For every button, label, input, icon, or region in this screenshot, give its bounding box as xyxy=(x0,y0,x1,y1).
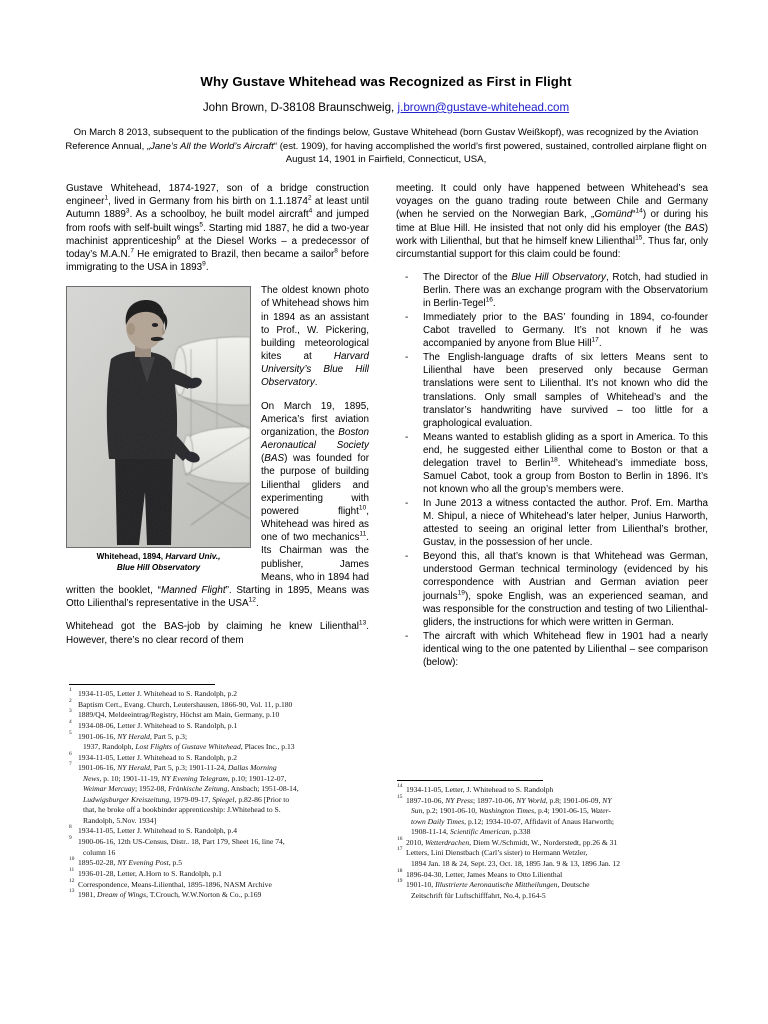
footnote-text: 1897-10-06, xyxy=(406,795,446,805)
basjob-text-2: . However, there’s no clear record of them xyxy=(66,621,369,646)
footnote-italic: Wetterdrachen xyxy=(424,837,470,847)
footnote-text: Letters, Lini Dienstbach (Carl’s sister) to Hermann Wetzler, xyxy=(406,848,588,858)
footnote-text: 1908-11-14, xyxy=(411,827,450,837)
footnote-entry xyxy=(69,858,375,868)
footnote-entry xyxy=(69,710,375,720)
meeting-text-3: ) or during his time at Blue Hill. He insisted that not only did his employer (the xyxy=(396,209,709,234)
footnote-line xyxy=(78,689,237,698)
footnote-line xyxy=(406,785,553,794)
footnote-line xyxy=(406,838,617,847)
footnote-line xyxy=(78,880,272,889)
footnote-line xyxy=(406,796,612,805)
bullet-0-italic: Blue Hill Observatory xyxy=(511,272,606,284)
bullet-0-text-2: , Rotch, had studied in Berlin. There was an exchange program with the Observatorium in Berlin-Tegel xyxy=(423,272,708,310)
meeting-italic-bark: Gomünd xyxy=(594,209,633,221)
right-column xyxy=(396,182,708,670)
footnote-italic: town Daily Times xyxy=(411,816,465,826)
footnote-text: , p. 10; 1901-11-19, xyxy=(99,773,162,783)
footnote-ref-3[interactable]: 3 xyxy=(125,208,130,216)
bas-text-5: . Its Chairman was the publisher, James Means, who in 1894 had written the booklet, “ xyxy=(66,532,369,596)
footnote-line xyxy=(406,891,709,901)
meeting-italic-bas: BAS xyxy=(684,222,705,234)
bio-text-7: at the Diesel Works – a predecessor of today’s M.A.N. xyxy=(66,235,370,260)
footnote-number: 4 xyxy=(69,718,72,725)
evidence-list xyxy=(396,271,708,669)
footnote-text: Zeitschrift für Luftschifffahrt, No.4, p.164-5 xyxy=(411,890,546,900)
bio-text-8: He emigrated to Brazil, then became a sailor xyxy=(134,248,335,260)
footnote-number: 12 xyxy=(69,877,75,884)
footnote-ref-4[interactable]: 4 xyxy=(308,208,313,216)
photo-text-1: The oldest known photo of Whitehead shows him in 1894 as an assistant to Prof., W. Pickering, building meteorological kites at xyxy=(261,285,369,363)
footnote-text: , p.82-86 [Prior to xyxy=(234,794,290,804)
footnote-number: 17 xyxy=(397,846,403,853)
footnote-line xyxy=(78,848,375,858)
lede-text-2: “ (est. 1909), for having accomplished the world’s first powered, sustained, controlled airplane flight on August 14, 1901 in Fairfield, Connecticut, USA, xyxy=(273,140,707,166)
footnote-list-left xyxy=(69,689,375,901)
left-column xyxy=(66,182,369,647)
footnote-entry xyxy=(69,763,375,826)
bullet-1-text-1: Immediately prior to the BAS’ founding in 1894, co-founder Cabot travelled to Germany. It’s not known if he was accompanied by anyone from Blue Hill xyxy=(423,312,708,350)
paragraph-bas-job xyxy=(66,620,369,646)
bas-text-3: ) was founded for the purpose of building Lilienthal gliders and experimenting with powered flight xyxy=(261,453,369,517)
footnote-entry xyxy=(397,793,709,838)
bullet-6-text-1: The aircraft with which Whitehead flew in 1901 had a nearly identical wing to the one patented by Lilienthal – see comparison (below): xyxy=(423,630,708,669)
footnote-line xyxy=(78,816,375,826)
footnote-line xyxy=(78,700,292,709)
footnote-italic: NY Evening Telegram xyxy=(161,773,228,783)
footnote-line xyxy=(406,880,590,889)
footnote-ref-17[interactable]: 17 xyxy=(591,337,599,345)
footnote-ref-5[interactable]: 5 xyxy=(199,221,203,229)
footnote-text: 1901-06-16, xyxy=(78,731,118,741)
footnote-number: 1 xyxy=(69,687,72,693)
bullet-dash-icon: - xyxy=(405,431,409,443)
footnote-entry xyxy=(69,729,375,753)
footnote-line xyxy=(78,774,375,784)
footnote-italic: News xyxy=(83,773,100,783)
footnote-ref-19[interactable]: 19 xyxy=(457,589,465,597)
footnote-text: 1901-10, xyxy=(406,880,436,890)
footnotes-left xyxy=(69,684,375,901)
lede-paragraph xyxy=(64,126,708,167)
footnote-text: , p.4; 1901-06-15, xyxy=(534,806,591,816)
bas-text-7: . xyxy=(255,598,259,610)
list-item xyxy=(396,550,708,629)
footnote-text: 1981, xyxy=(78,890,97,900)
footnote-ref-12[interactable]: 12 xyxy=(248,596,256,604)
footnote-ref-15[interactable]: 15 xyxy=(635,234,643,242)
footnote-text: 1896-04-30, Letter, James Means to Otto Lilienthal xyxy=(406,869,563,879)
footnote-entry xyxy=(69,689,375,699)
footnote-ref-14[interactable]: 14 xyxy=(635,208,643,216)
footnote-list-right xyxy=(397,785,709,901)
bas-text-1: On March 19, 1895, America’s first aviation organization, the xyxy=(261,400,369,438)
footnote-text: 1901-06-16, xyxy=(78,763,118,773)
footnote-line xyxy=(406,817,709,827)
footnote-text: ; 1897-10-06, xyxy=(473,795,517,805)
footnote-entry xyxy=(69,837,375,858)
bio-text-10: . xyxy=(205,262,209,274)
footnote-separator-rule xyxy=(69,684,215,685)
footnote-italic: NY World xyxy=(516,795,546,805)
footnote-line xyxy=(78,795,375,805)
footnote-text: , p.12; 1934-10-07, Affidavit of Anaus Harworth; xyxy=(464,816,614,826)
footnote-text: , 1979-09-17, xyxy=(169,794,213,804)
bullet-5-text-1: Beyond this, all that’s known is that Whitehead was German, understood German technical terminology (evidenced by his correspondence with Austrian and German aviation peer journals xyxy=(423,551,708,602)
footnote-ref-8[interactable]: 8 xyxy=(334,247,338,255)
footnote-text: , Part 5, p.3; xyxy=(149,731,188,741)
caption-line-1-plain: Whitehead, 1894, xyxy=(96,552,166,562)
footnote-italic: Water- xyxy=(590,806,611,816)
footnote-line xyxy=(78,869,222,878)
footnote-italic: Lost Flights of Gustave Whitehead xyxy=(135,742,241,752)
footnote-italic: Dallas Morning xyxy=(227,763,277,773)
author-email-link[interactable]: j.brown@gustave-whitehead.com xyxy=(397,100,570,114)
footnote-number: 15 xyxy=(397,793,403,800)
bullet-dash-icon: - xyxy=(405,630,409,642)
footnote-entry xyxy=(69,866,375,879)
bullet-dash-icon: - xyxy=(405,352,409,364)
footnote-italic: Sun xyxy=(411,806,423,816)
footnote-text: 1934-11-05, Letter J. Whitehead to S. Randolph, p.4 xyxy=(78,826,238,836)
footnote-line xyxy=(78,858,182,867)
meeting-text-1: meeting. It could only have happened between Whitehead’s sea voyages on the guano trading route between Chile and Germany (when he servied on the Norwegian Bark, „ xyxy=(396,183,708,221)
footnote-line xyxy=(78,890,261,899)
bio-text-3: at least until Autumn 1889 xyxy=(66,196,369,221)
footnote-number: 10 xyxy=(69,856,75,863)
footnote-entry xyxy=(69,826,375,836)
footnotes-right xyxy=(397,780,709,901)
footnote-number: 5 xyxy=(69,729,72,736)
footnote-text: 1936-01-28, Letter, A.Horn to S. Randolph, p.1 xyxy=(78,868,222,878)
footnote-italic: NY Herald xyxy=(117,763,150,773)
footnote-line xyxy=(78,784,375,794)
footnote-entry xyxy=(69,750,375,763)
photo-frame xyxy=(66,286,251,548)
list-item xyxy=(396,431,708,497)
footnote-text: , p.2; 1901-06-10, xyxy=(422,806,479,816)
bas-text-4: , Whitehead was hired as one of two mechanics xyxy=(261,505,369,544)
footnote-number: 2 xyxy=(69,697,72,704)
bullet-5-text-3: ), spoke English, was an experienced seaman, and was responsible for the construction and testing of two Lilienthal-gliders, the instructions for which were written in German. xyxy=(423,590,708,628)
bio-text-6: . Starting mid 1887, he did a two-year machinist apprenticeship xyxy=(66,222,369,247)
bullet-2-text-1: The English-language drafts of six letters Means sent to Lilienthal have been preserved only because German translations were sent to Lilienthal. It’s not known who did the translations. Only small samples of Whitehead’s and the translator’s handwriting have survived – too little for a graphological evaluation. xyxy=(423,352,708,429)
footnote-text: , p.8; 1901-06-09, xyxy=(545,795,603,805)
footnote-text: column 16 xyxy=(83,847,116,857)
bullet-dash-icon: - xyxy=(405,272,409,284)
photo-text-2: . xyxy=(314,377,318,389)
footnote-line xyxy=(406,870,562,879)
footnote-text: 1900-06-16, 12th US-Census, Distr.. 18, Part 179, Sheet 16, line 74, xyxy=(78,837,285,847)
footnote-separator-rule xyxy=(397,780,543,781)
footnote-text: 1934-11-05, Letter J. Whitehead to S. Randolph, p.2 xyxy=(78,689,238,698)
footnote-number: 8 xyxy=(69,824,72,831)
footnote-italic: Ludwigsburger Kreiszeitung xyxy=(83,794,170,804)
footnote-number: 11 xyxy=(69,866,75,873)
basjob-text-1: Whitehead got the BAS-job by claiming he knew Lilienthal xyxy=(66,621,359,633)
footnote-text: Randolph, 5.Nov. 1934] xyxy=(83,815,157,825)
byline xyxy=(64,100,708,115)
footnote-number: 9 xyxy=(69,835,72,842)
footnote-line xyxy=(406,848,587,857)
footnote-line xyxy=(406,827,709,837)
footnote-line xyxy=(406,806,709,816)
footnote-number: 19 xyxy=(397,878,403,885)
footnote-italic: NY Press xyxy=(445,795,474,805)
footnote-entry xyxy=(397,867,709,880)
list-item xyxy=(396,630,708,670)
bullet-1-text-3: . xyxy=(598,338,602,350)
footnote-text: that, he broke off a bookbinder apprenticeship: J.Whitehead to S. xyxy=(83,805,281,815)
footnote-number: 3 xyxy=(69,708,72,715)
footnote-ref-9[interactable]: 9 xyxy=(202,260,206,268)
footnote-text: Baptism Cert., Evang. Church, Leutershausen, 1866-90, Vol. 11, p.180 xyxy=(78,699,293,709)
footnote-italic: Fränkische Zeitung xyxy=(168,784,228,794)
photo-italic-1: Harvard University’s Blue Hill Observatory xyxy=(261,351,369,389)
footnote-line xyxy=(78,805,375,815)
footnote-italic: Scientific American xyxy=(449,827,510,837)
meeting-text-2: “ xyxy=(632,209,636,221)
footnote-entry xyxy=(397,835,709,848)
footnote-text: Correspondence, Means-Lilienthal, 1895-1896, NASM Archive xyxy=(78,879,272,889)
footnote-text: 1934-11-05, Letter J. Whitehead to S. Randolph, p.2 xyxy=(78,752,238,762)
footnote-entry xyxy=(397,785,709,795)
footnote-entry xyxy=(69,890,375,900)
bio-text-2: , lived in Germany from his birth on 1.1.1874 xyxy=(108,196,308,208)
footnote-italic: NY Evening Post xyxy=(117,858,169,868)
footnote-text: 1937, Randolph, xyxy=(83,742,136,752)
footnote-number: 7 xyxy=(69,761,72,768)
footnote-number: 18 xyxy=(397,867,403,874)
bullet-0-text-3: . xyxy=(492,298,496,310)
footnote-text: , p.5 xyxy=(168,858,182,868)
bio-text-9: before immigrating to the USA in 1893 xyxy=(66,248,369,274)
bio-text-5: and jumped from roofs with self-built wings xyxy=(66,209,369,234)
footnote-text: 1934-11-05, Letter, J. Whitehead to S. Randolph xyxy=(406,785,554,794)
footnote-italic: Washington Times xyxy=(478,806,535,816)
lede-text-1: On March 8 2013, subsequent to the publication of the findings below, Gustave Whitehead (born Gustav Weißkopf), was recognized by the Aviation Reference Annual, „ xyxy=(65,126,699,152)
byline-author: John Brown, D-38108 Braunschweig, xyxy=(202,100,398,114)
footnote-number: 6 xyxy=(69,750,72,757)
caption-line-1-italic: Harvard Univ., xyxy=(165,552,221,562)
footnote-ref-10[interactable]: 10 xyxy=(358,504,367,512)
footnote-text: 1889/Q4, Meldeeintrag/Registry, Höchst am Main, Germany, p.10 xyxy=(78,710,280,720)
bullet-3-text-3: . Whitehead’s immediate boss, Samuel Cabot, took a group from Boston to Berlin in 1896. It’s not known who all the group’s members were. xyxy=(423,457,709,496)
paragraph-meeting xyxy=(396,182,708,261)
footnote-ref-13[interactable]: 13 xyxy=(358,620,367,628)
footnote-text: , Diem W./Schmidt, W., Norderstedt, pp.26 & 31 xyxy=(469,837,618,847)
footnote-ref-1[interactable]: 1 xyxy=(104,194,109,202)
footnote-italic: Spiegel xyxy=(212,794,235,804)
footnote-ref-11[interactable]: 11 xyxy=(359,531,367,538)
bullet-dash-icon: - xyxy=(405,551,409,563)
footnote-number: 14 xyxy=(397,783,403,789)
footnote-italic: Weimar Mercuay xyxy=(83,784,135,794)
footnote-text: 1934-08-06, Letter J. Whitehead to S. Randolph, p.1 xyxy=(78,720,238,730)
footnote-italic: Illustrierte Aeronautische Mittheilungen xyxy=(435,880,558,890)
footnote-text: , T.Crouch, W.W.Norton & Co., p.169 xyxy=(146,890,262,900)
bullet-4-text-1: In June 2013 a witness contacted the author. Prof. Em. Martha M. Shipul, a niece of Whitehead’s later helper, Junius Harworth, attested to seeing an original letter from Lilienthal’s brother, Gustav, in the possession of her uncle. xyxy=(423,497,708,549)
bullet-0-text-1: The Director of the xyxy=(423,272,512,284)
lede-journal-title: Jane’s All the World’s Aircraft xyxy=(150,140,274,152)
footnote-line xyxy=(78,732,187,741)
footnote-text: 2010, xyxy=(406,837,425,847)
footnote-italic: Dream of Wings xyxy=(96,890,147,900)
footnote-entry xyxy=(397,880,709,901)
bas-italic-abbrev: BAS xyxy=(264,453,285,465)
footnote-line xyxy=(406,859,709,869)
footnote-ref-18[interactable]: 18 xyxy=(550,456,558,464)
bas-text-2: ( xyxy=(261,453,265,465)
footnote-italic: NY xyxy=(602,795,612,805)
footnote-text: , p.338 xyxy=(509,827,531,837)
footnote-ref-6[interactable]: 6 xyxy=(176,234,181,242)
meeting-text-5: . Thus far, only circumstantial support for this claim could be found: xyxy=(396,235,709,260)
footnote-ref-16[interactable]: 16 xyxy=(485,297,493,305)
footnote-ref-7[interactable]: 7 xyxy=(130,247,135,255)
footnote-text: 1894 Jan. 18 & 24, Sept. 23, Oct. 18, 1895 Jan. 9 & 13, 1896 Jan. 12 xyxy=(411,858,621,868)
caption-line-2: Blue Hill Observatory xyxy=(116,563,201,573)
document-header xyxy=(64,74,708,167)
bas-italic-booklet: Manned Flight xyxy=(160,584,226,596)
footnote-text: , Ansbach; 1951-08-14, xyxy=(227,784,299,794)
footnote-line xyxy=(78,742,375,752)
footnote-text: 1895-02-28, xyxy=(78,858,118,868)
footnote-line xyxy=(78,721,237,730)
whitehead-kite-photo xyxy=(67,287,250,547)
footnote-number: 16 xyxy=(397,835,403,842)
bas-italic-society: Boston Aeronautical Society xyxy=(261,426,369,452)
footnote-text: , Part 5, p.3; 1901-11-24, xyxy=(149,763,228,773)
footnote-text: , Deutsche xyxy=(557,880,590,890)
bullet-dash-icon: - xyxy=(405,497,409,509)
figure-caption xyxy=(66,552,251,574)
footnote-line xyxy=(78,837,285,846)
page-title: Why Gustave Whitehead was Recognized as First in Flight xyxy=(200,74,572,89)
footnote-text: , p.10; 1901-12-07, xyxy=(227,773,287,783)
list-item xyxy=(396,351,708,430)
figure-whitehead-photo xyxy=(66,286,251,574)
footnote-entry xyxy=(69,877,375,890)
meeting-text-4: ) work with Lilienthal, but that he himself knew Lilienthal xyxy=(396,222,708,247)
list-item xyxy=(396,497,708,550)
bullet-3-text-1: Means wanted to establish gliding as a sport in America. To this end, he suggested either Lilienthal come to Boston or that a delegation travel to Berlin xyxy=(423,431,708,469)
list-item xyxy=(396,271,708,311)
bio-text-4: . As a schoolboy, he built model aircraft xyxy=(129,209,309,221)
footnote-ref-2[interactable]: 2 xyxy=(307,194,312,202)
list-item xyxy=(396,311,708,351)
paragraph-biography xyxy=(66,182,369,274)
footnote-line xyxy=(78,826,237,835)
footnote-text: , Places Inc., p.13 xyxy=(240,742,295,752)
bio-text-1: Gustave Whitehead, 1874-1927, son of a bridge construction engineer xyxy=(66,183,369,208)
footnote-italic: NY Herald xyxy=(117,731,150,741)
footnote-line xyxy=(78,763,277,772)
footnote-line xyxy=(78,753,237,762)
footnote-number: 13 xyxy=(69,888,75,895)
footnote-line xyxy=(78,710,279,719)
bullet-dash-icon: - xyxy=(405,312,409,324)
footnote-entry xyxy=(69,718,375,731)
footnote-entry xyxy=(69,697,375,710)
footnote-entry xyxy=(397,848,709,869)
bas-text-6: ”. Starting in 1895, Means was Otto Lilienthal’s representative in the USA xyxy=(66,584,370,610)
footnote-text: ; 1952-08, xyxy=(134,784,169,794)
